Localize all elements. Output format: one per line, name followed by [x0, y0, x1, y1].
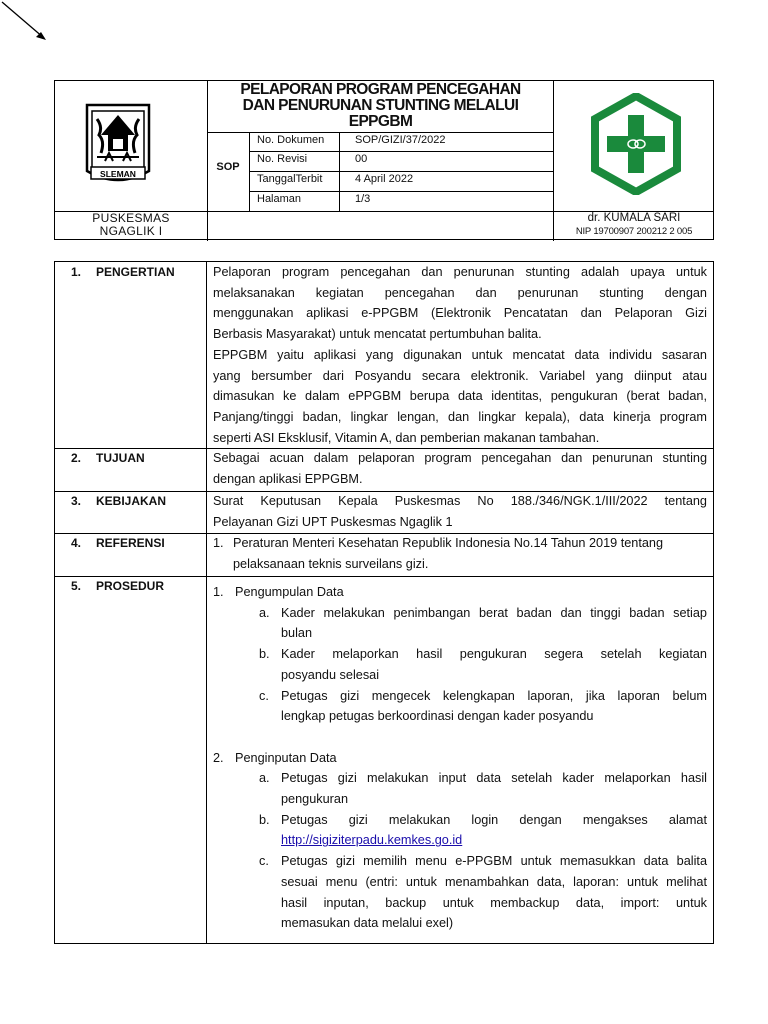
step1-title: Pengumpulan Data: [235, 585, 344, 599]
meta-value-halaman: 1/3: [355, 193, 371, 205]
section-label-tujuan: 2. TUJUAN: [71, 451, 145, 465]
kebijakan-text: Surat Keputusan Kepala Puskesmas No 188./346/NGK.1/III/2022 tentang Pelayanan Gizi UPT Puskesmas Ngaglik 1: [213, 494, 707, 529]
sop-label: SOP: [216, 161, 240, 173]
puskesmas-logo: [591, 93, 681, 195]
sop-content-table: [54, 261, 714, 944]
meta-value-tanggal-terbit: 4 April 2022: [355, 173, 414, 185]
meta-label-halaman: Halaman: [257, 193, 302, 205]
meta-value-no-dokumen: SOP/GIZI/37/2022: [355, 134, 446, 146]
prosedur-list: 1. Pengumpulan Data a. Kader melakukan penimbangan berat badan dan tinggi badan setiap bulan b. Kader melaporkan hasil pengukuran segera setelah kegiatan posyandu selesai c. Petugas gizi mengecek kelengkapan laporan, jika laporan belum lengkap petugas berkoordinasi dengan kader posyandu 2. Penginputan Data a. Petugas gizi melakukan input data setelah kader melaporkan hasil pengukuran b. Petugas gizi melakukan login dengan mengakses alamat http://sigiziterpadu.kemkes.go.id c. Petugas gizi memilih menu e-PPGBM untuk memasukkan data balita sesuai menu (entri: untuk menambahkan data, laporan: untuk melihat hasil inputan, backup untuk membackup data, import: untuk memasukan data melalui exel): [213, 585, 707, 931]
tujuan-text: Sebagai acuan dalam pelaporan program pencegahan dan penurunan stunting dengan aplikasi EPPGBM.: [213, 451, 707, 486]
pengertian-text: Pelaporan program pencegahan dan penurunan stunting adalah upaya untuk melaksanakan kegiatan pencegahan dan penurunan stunting dengan menggunakan aplikasi e-PPGBM (Elektronik Pencatatan dan Pelaporan Gizi Berbasis Masyarakat) untuk mencatat pertumbuhan balita. EPPGBM yaitu aplikasi yang digunakan untuk mencatat data individu sasaran yang bersumber dari Posyandu secara elektronik. Variabel yang diinput atau dimasukan ke dalam ePPGBM berupa data identitas, pengukuran (berat badan, Panjang/tinggi badan, lingkar lengan, dan lingkar kepala), data kinerja program seperti ASI Eksklusif, Vitamin A, dan pemberian makanan tambahan.: [213, 265, 707, 445]
doctor-nip: NIP 19700907 200212 2 005: [575, 226, 693, 237]
step2-title: Penginputan Data: [235, 750, 337, 765]
meta-label-tanggal-terbit: TanggalTerbit: [257, 173, 323, 185]
referensi-list: 1. Peraturan Menteri Kesehatan Republik Indonesia No.14 Tahun 2019 tentang pelaksanaan teknis surveilans gizi.: [213, 536, 664, 571]
sigizi-link[interactable]: http://sigiziterpadu.kemkes.go.id: [281, 833, 463, 848]
puskesmas-name: PUSKESMAS NGAGLIK I: [92, 211, 170, 238]
section-label-prosedur: 5. PROSEDUR: [71, 579, 165, 593]
document-title: PELAPORAN PROGRAM PENCEGAHAN DAN PENURUNAN STUNTING MELALUI EPPGBM: [240, 81, 521, 130]
meta-label-no-dokumen: No. Dokumen: [257, 134, 325, 146]
doctor-name: dr. KUMALA SARI: [587, 212, 681, 224]
section-label-kebijakan: 3. KEBIJAKAN: [71, 494, 167, 508]
corner-arrow-icon: [0, 0, 60, 50]
sleman-emblem-logo: [83, 101, 153, 187]
meta-label-no-revisi: No. Revisi: [257, 153, 308, 165]
logo-text-sleman: SLEMAN: [100, 169, 136, 179]
meta-value-no-revisi: 00: [355, 153, 368, 165]
section-label-referensi: 4. REFERENSI: [71, 536, 165, 550]
section-label-pengertian: 1. PENGERTIAN: [71, 265, 175, 279]
sop-header-table: [54, 80, 714, 240]
